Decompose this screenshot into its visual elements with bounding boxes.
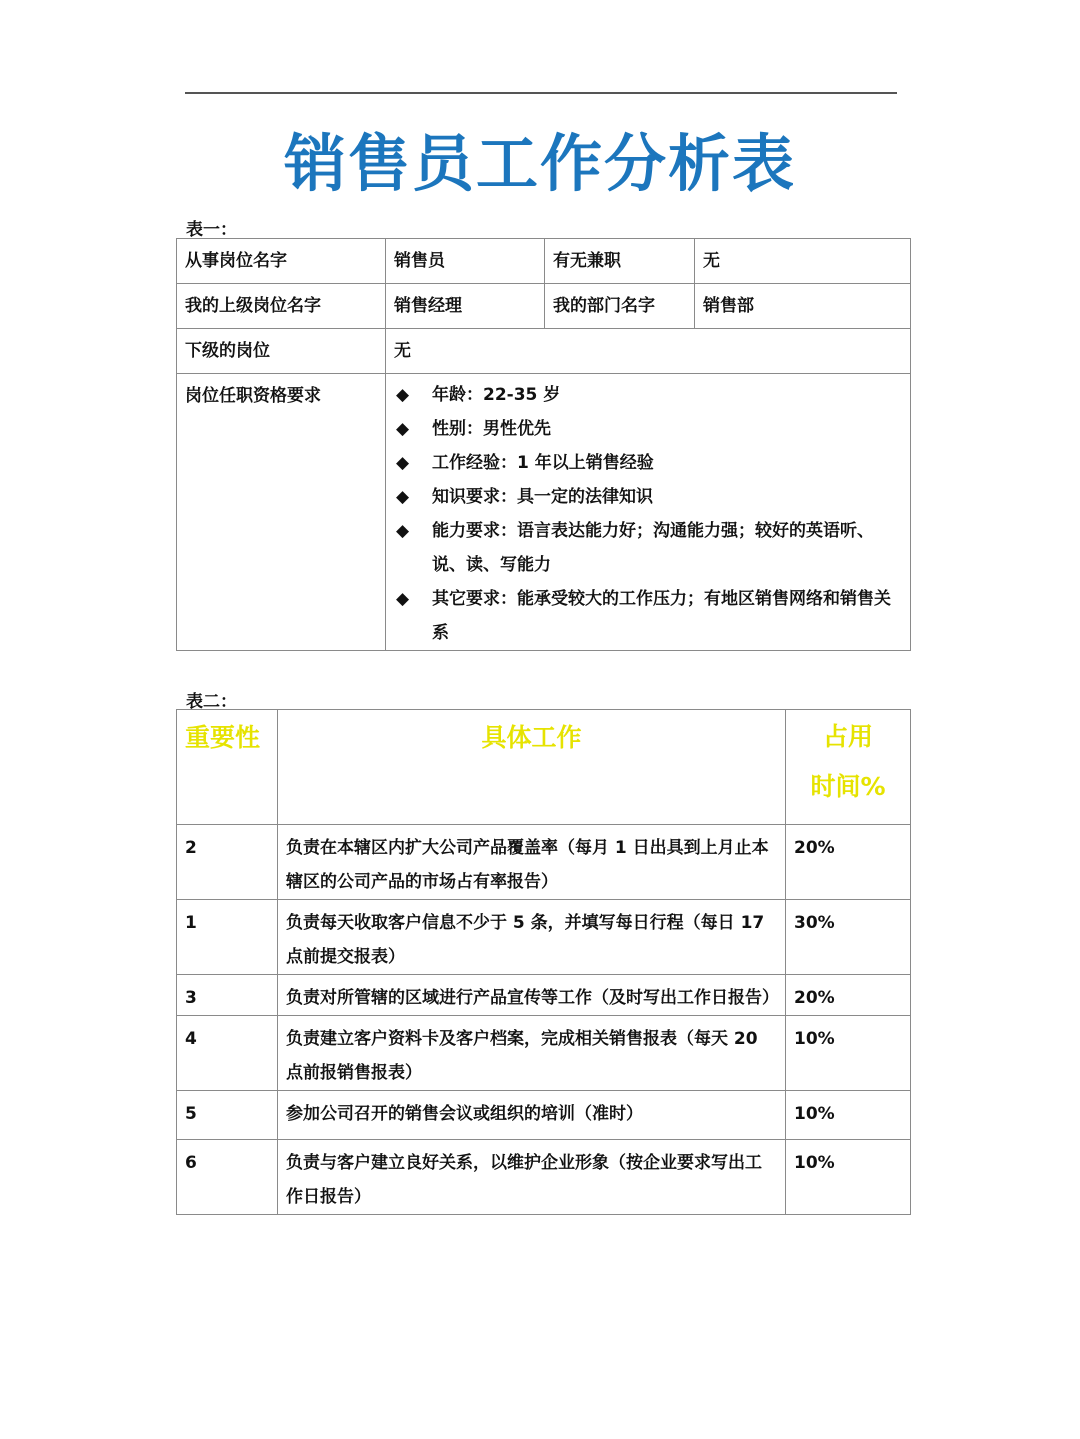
requirements-cell [386,374,911,651]
work-duties-table [176,709,911,1215]
list-item: ◆ 性别：男性优先 [394,412,902,446]
table-row [177,239,911,284]
superior-label: 我的上级岗位名字 [177,284,386,329]
requirements-list [394,378,902,650]
diamond-bullet-icon: ◆ [396,453,410,473]
table-row [177,900,911,975]
time-cell: 10% [786,1016,911,1091]
work-cell: 参加公司召开的销售会议或组织的培训（准时） [278,1091,786,1140]
work-cell: 负责每天收取客户信息不少于 5 条，并填写每日行程（每日 17 点前提交报表） [278,900,786,975]
list-item: ◆ 能力要求：语言表达能力好；沟通能力强；较好的英语听、说、读、写能力 [394,514,902,582]
job-info-table [176,238,911,651]
importance-header: 重要性 [177,710,278,825]
table-row [177,374,911,651]
list-item: ◆ 其它要求：能承受较大的工作压力；有地区销售网络和销售关系 [394,582,902,650]
work-header: 具体工作 [278,710,786,825]
time-cell: 10% [786,1140,911,1215]
job-name-value: 销售员 [386,239,545,284]
importance-cell: 1 [177,900,278,975]
diamond-bullet-icon: ◆ [396,419,410,439]
top-divider [185,92,897,94]
requirements-label: 岗位任职资格要求 [177,374,386,651]
table-row [177,284,911,329]
importance-cell: 3 [177,975,278,1016]
part-time-label: 有无兼职 [545,239,695,284]
table-row [177,1140,911,1215]
table-row [177,329,911,374]
job-name-label: 从事岗位名字 [177,239,386,284]
table-row [177,825,911,900]
table1-label: 表一： [186,220,237,240]
time-cell: 20% [786,975,911,1016]
list-item: ◆ 知识要求：具一定的法律知识 [394,480,902,514]
importance-cell: 2 [177,825,278,900]
department-label: 我的部门名字 [545,284,695,329]
superior-value: 销售经理 [386,284,545,329]
list-item: ◆ 工作经验：1 年以上销售经验 [394,446,902,480]
table2-label: 表二： [186,692,237,712]
table-row [177,975,911,1016]
work-cell: 负责在本辖区内扩大公司产品覆盖率（每月 1 日出具到上月止本辖区的公司产品的市场占有率报告） [278,825,786,900]
diamond-bullet-icon: ◆ [396,385,410,405]
subordinate-value: 无 [386,329,911,374]
page-title: 销售员工作分析表 [283,127,796,200]
diamond-bullet-icon: ◆ [396,589,410,609]
importance-cell: 4 [177,1016,278,1091]
subordinate-label: 下级的岗位 [177,329,386,374]
diamond-bullet-icon: ◆ [396,487,410,507]
department-value: 销售部 [695,284,911,329]
part-time-value: 无 [695,239,911,284]
work-cell: 负责建立客户资料卡及客户档案，完成相关销售报表（每天 20 点前报销售报表） [278,1016,786,1091]
work-cell: 负责与客户建立良好关系，以维护企业形象（按企业要求写出工作日报告） [278,1140,786,1215]
time-header: 占用 时间% [786,710,911,825]
table-row [177,1016,911,1091]
time-cell: 30% [786,900,911,975]
importance-cell: 6 [177,1140,278,1215]
importance-cell: 5 [177,1091,278,1140]
diamond-bullet-icon: ◆ [396,521,410,541]
work-cell: 负责对所管辖的区域进行产品宣传等工作（及时写出工作日报告） [278,975,786,1016]
list-item: ◆ 年龄：22-35 岁 [394,378,902,412]
table-header-row [177,710,911,825]
time-cell: 20% [786,825,911,900]
table-row [177,1091,911,1140]
time-cell: 10% [786,1091,911,1140]
